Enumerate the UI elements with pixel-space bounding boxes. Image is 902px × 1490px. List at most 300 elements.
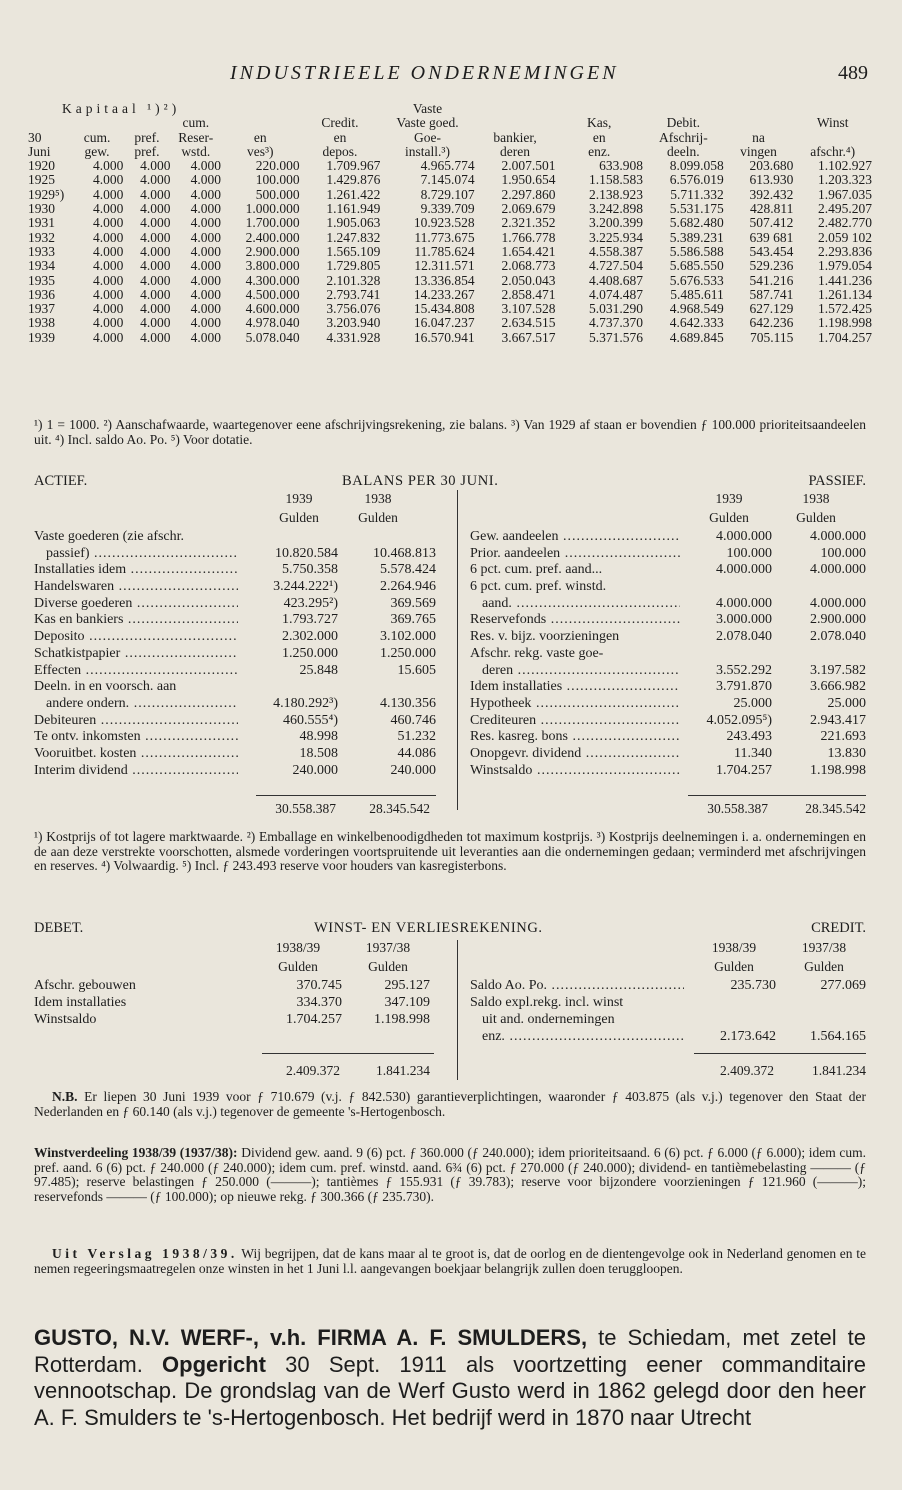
value-cell: 543.454 bbox=[749, 243, 794, 259]
value-cell: 4.000 bbox=[140, 286, 171, 302]
ledger-label: Te ontv. inkomsten ..... bbox=[34, 729, 238, 746]
capital-head-cell: ves³) bbox=[247, 143, 274, 159]
value-cell: 500.000 bbox=[255, 186, 300, 202]
value-cell: 3.107.528 bbox=[501, 301, 556, 317]
ledger-row bbox=[470, 696, 868, 713]
ledger-row bbox=[34, 629, 444, 646]
credit-unit-a: Gulden bbox=[714, 959, 754, 974]
passief-list bbox=[470, 529, 868, 779]
value-cell: 4.000 bbox=[190, 258, 222, 274]
value-cell: 4.000 bbox=[93, 315, 124, 331]
ledger-value-previous: 1.564.165 bbox=[810, 1028, 866, 1044]
value-cell: 2.101.328 bbox=[326, 272, 381, 288]
value-cell: 3.667.517 bbox=[501, 329, 556, 345]
value-cell: 4.000 bbox=[190, 329, 222, 345]
ledger-label: 6 pct. cum. pref. aand... bbox=[470, 562, 603, 578]
ledger-label: passief) ..... bbox=[46, 546, 238, 563]
annual-report-heading: Uit Verslag 1938/39. bbox=[52, 1246, 238, 1261]
capital-head-cell bbox=[221, 116, 300, 130]
capital-head-cell bbox=[123, 116, 170, 130]
debet-unit-a: Gulden bbox=[278, 959, 318, 974]
value-cell: 4.978.040 bbox=[245, 315, 300, 331]
value-cell: 613.930 bbox=[749, 172, 794, 188]
ledger-label: Debiteuren ..... bbox=[34, 713, 238, 730]
value-cell: 4.000 bbox=[190, 229, 222, 245]
value-cell: 1.261.422 bbox=[326, 186, 381, 202]
nb-heading: N.B. bbox=[52, 1089, 78, 1104]
ledger-value-current: 334.370 bbox=[256, 995, 342, 1012]
actief-year-a: 1939 bbox=[285, 491, 313, 506]
value-cell: 4.000 bbox=[93, 258, 124, 274]
ledger-row bbox=[470, 1029, 868, 1046]
company-paragraph bbox=[34, 1325, 866, 1431]
year-cell: 1939 bbox=[28, 329, 55, 345]
value-cell: 15.434.808 bbox=[413, 301, 475, 317]
value-cell: 2.297.860 bbox=[501, 186, 556, 202]
ledger-row bbox=[470, 612, 868, 629]
ledger-row bbox=[34, 562, 444, 579]
value-cell: 2.321.352 bbox=[501, 215, 556, 231]
value-cell: 4.968.549 bbox=[669, 301, 724, 317]
value-cell: 2.007.501 bbox=[501, 158, 556, 174]
value-cell: 4.000 bbox=[93, 229, 124, 245]
ledger-value-previous: 1.198.998 bbox=[810, 762, 866, 778]
capital-table bbox=[28, 102, 872, 345]
debet-label: DEBET. bbox=[34, 920, 84, 936]
table-row bbox=[28, 331, 872, 345]
value-cell: 1.572.425 bbox=[818, 301, 872, 317]
actief-list bbox=[34, 529, 444, 779]
ledger-label: andere ondern. ..... bbox=[46, 696, 238, 713]
value-cell: 5.711.332 bbox=[670, 186, 724, 202]
ledger-value-current: 2.173.642 bbox=[690, 1029, 776, 1046]
ledger-value-previous: 369.765 bbox=[390, 612, 436, 628]
value-cell: 2.793.741 bbox=[326, 286, 381, 302]
actief-total-b: 28.345.542 bbox=[369, 801, 430, 816]
capital-head-cell: en bbox=[333, 129, 347, 145]
ledger-label: Prior. aandeelen ..... bbox=[470, 546, 680, 563]
actief-total-a: 30.558.387 bbox=[275, 801, 336, 816]
credit-total-b: 1.841.234 bbox=[812, 1063, 866, 1078]
value-cell: 5.031.290 bbox=[588, 301, 643, 317]
ledger-value-current: 25.000 bbox=[682, 696, 772, 713]
year-cell: 1931 bbox=[28, 215, 55, 231]
value-cell: 11.785.624 bbox=[414, 243, 475, 259]
ledger-value-previous: 4.000.000 bbox=[810, 595, 866, 611]
value-cell: 5.586.588 bbox=[669, 243, 724, 259]
annual-report-text: Wij begrijpen, dat de kans maar al te groot is, dat de oorlog en de dientengevolge ook in Nederland genomen en te nemen regeeringsmaatregelen onze winsten in het 1 Juni l.l. aangevangen boekjaar belangrijk zullen doen teruggloopen. bbox=[34, 1246, 866, 1276]
capital-head-cell: en bbox=[253, 129, 267, 145]
value-cell: 1.654.421 bbox=[501, 243, 556, 259]
company-name: GUSTO, N.V. WERF-, v.h. FIRMA A. F. SMULDERS, bbox=[34, 1325, 588, 1350]
ledger-value-current: 1.704.257 bbox=[682, 763, 772, 780]
ledger-row bbox=[470, 596, 868, 613]
ledger-label: Installaties idem ..... bbox=[34, 562, 238, 579]
year-cell: 1935 bbox=[28, 272, 55, 288]
ledger-label: Hypotheek ..... bbox=[470, 696, 680, 713]
value-cell: 16.570.941 bbox=[413, 329, 475, 345]
ledger-label: Reservefonds ..... bbox=[470, 612, 680, 629]
ledger-label: Gew. aandeelen ..... bbox=[470, 529, 680, 546]
value-cell: 3.800.000 bbox=[245, 258, 300, 274]
value-cell: 627.129 bbox=[749, 301, 794, 317]
capital-head-cell: cum. bbox=[182, 115, 210, 131]
value-cell: 8.099.058 bbox=[669, 158, 724, 174]
ledger-row bbox=[470, 646, 868, 663]
capital-head-cell: deeln. bbox=[667, 143, 700, 159]
balance-footnote: ¹) Kostprijs of tot lagere marktwaarde. ²) Emballage en winkelbenoodigdheden tot maximum kostprijs. ³) Kostprijs deelnemingen i. a. ondernemingen en de aan deze verstrekte voorschotten, alsmede vorderingen voortspruitende uit leveranties aan die ondernemingen gedaan; verminderd met afschrijvingen en reserves. ⁴) Volwaardig. ⁵) Incl. ƒ 243.493 reserve voor houders van kasregisterbons. bbox=[34, 829, 866, 874]
value-cell: 4.000 bbox=[190, 315, 222, 331]
capital-table-body bbox=[28, 159, 872, 345]
year-cell: 1933 bbox=[28, 243, 55, 259]
ledger-row bbox=[34, 579, 444, 596]
value-cell: 5.531.175 bbox=[669, 201, 724, 217]
ledger-label: Schatkistpapier ..... bbox=[34, 646, 238, 663]
value-cell: 4.000 bbox=[140, 329, 171, 345]
capital-head-cell: vingen bbox=[740, 143, 777, 159]
value-cell: 2.900.000 bbox=[245, 243, 300, 259]
value-cell: 5.371.576 bbox=[588, 329, 643, 345]
value-cell: 2.293.836 bbox=[818, 243, 872, 259]
ledger-row bbox=[470, 1012, 868, 1029]
capital-head-cell: Winst bbox=[816, 115, 849, 131]
credit-year-a: 1938/39 bbox=[711, 940, 757, 955]
credit-total-a: 2.409.372 bbox=[720, 1063, 774, 1078]
capital-head-cell: Goe- bbox=[414, 129, 441, 145]
ledger-value-current: 10.820.584 bbox=[246, 546, 338, 563]
ledger-label: Saldo expl.rekg. incl. winst bbox=[470, 994, 624, 1010]
value-cell: 2.050.043 bbox=[501, 272, 556, 288]
ledger-label: Afschr. rekg. vaste goe- bbox=[470, 645, 604, 661]
value-cell: 1.161.949 bbox=[326, 201, 381, 217]
ledger-value-previous: 4.000.000 bbox=[810, 562, 866, 578]
ledger-value-previous: 15.605 bbox=[397, 662, 436, 678]
debet-total-b: 1.841.234 bbox=[376, 1063, 430, 1078]
value-cell: 587.741 bbox=[749, 286, 794, 302]
year-cell: 1920 bbox=[28, 158, 55, 174]
ledger-value-previous: 295.127 bbox=[384, 978, 430, 993]
value-cell: 541.216 bbox=[749, 272, 794, 288]
value-cell: 2.482.770 bbox=[818, 215, 872, 231]
capital-head-cell: Juni bbox=[28, 143, 51, 159]
actief-total-rule bbox=[256, 795, 436, 796]
founded-label: Opgericht bbox=[162, 1351, 266, 1377]
value-cell: 4.500.000 bbox=[245, 286, 300, 302]
ledger-value-previous: 277.069 bbox=[820, 978, 866, 993]
value-cell: 10.923.528 bbox=[413, 215, 475, 231]
table-row bbox=[28, 288, 872, 302]
value-cell: 1.766.778 bbox=[501, 229, 556, 245]
passief-year-b: 1938 bbox=[802, 491, 830, 506]
value-cell: 4.000 bbox=[93, 215, 124, 231]
profit-distribution-note bbox=[34, 1146, 866, 1204]
capital-head-cell: Credit. bbox=[321, 115, 359, 131]
passief-total-b: 28.345.542 bbox=[805, 801, 866, 816]
ledger-label: Deeln. in en voorsch. aan bbox=[34, 679, 177, 695]
ledger-label: Effecten ..... bbox=[34, 663, 238, 680]
value-cell: 2.858.471 bbox=[501, 286, 556, 302]
value-cell: 4.000 bbox=[190, 186, 222, 202]
ledger-row bbox=[470, 663, 868, 680]
value-cell: 7.145.074 bbox=[420, 172, 475, 188]
value-cell: 5.078.040 bbox=[245, 329, 300, 345]
year-cell: 1936 bbox=[28, 286, 55, 302]
value-cell: 3.200.399 bbox=[588, 215, 643, 231]
capital-head-cell: Afschrij- bbox=[659, 129, 708, 145]
value-cell: 4.000 bbox=[93, 272, 124, 288]
value-cell: 1.709.967 bbox=[326, 158, 381, 174]
ledger-label: Onopgevr. dividend ..... bbox=[470, 746, 680, 763]
table-row bbox=[28, 245, 872, 259]
ledger-value-previous: 240.000 bbox=[390, 762, 436, 778]
capital-head-cell: cum. bbox=[83, 129, 111, 145]
capital-head-cell: en bbox=[592, 129, 606, 145]
value-cell: 4.000 bbox=[93, 286, 124, 302]
year-cell: 1937 bbox=[28, 301, 55, 317]
company-history: 30 Sept. 1911 als voortzetting eener commanditaire vennootschap. De grondslag van de Werf Gusto werd in 1862 gelegd door den heer A. F. Smulders te 's-Hertogenbosch. Het bedrijf werd in 1870 naar Utrecht bbox=[34, 1351, 866, 1430]
value-cell: 4.000 bbox=[140, 186, 171, 202]
ledger-row bbox=[470, 679, 868, 696]
value-cell: 4.000 bbox=[140, 243, 171, 259]
ledger-label: Handelswaren ..... bbox=[34, 579, 238, 596]
ledger-value-previous: 4.130.356 bbox=[380, 695, 436, 711]
value-cell: 4.000 bbox=[93, 243, 124, 259]
ledger-value-previous: 10.468.813 bbox=[373, 545, 436, 561]
ledger-value-previous: 3.102.000 bbox=[380, 629, 436, 645]
ledger-label: Interim dividend ..... bbox=[34, 763, 238, 780]
value-cell: 4.000 bbox=[190, 286, 222, 302]
ledger-row bbox=[470, 995, 868, 1012]
value-cell: 4.000 bbox=[190, 215, 222, 231]
debet-total-rule bbox=[262, 1053, 434, 1054]
value-cell: 4.000 bbox=[140, 272, 171, 288]
ledger-value-current: 4.000.000 bbox=[682, 596, 772, 613]
ledger-row bbox=[34, 978, 438, 995]
value-cell: 1.950.654 bbox=[501, 172, 556, 188]
capital-head-cell: wstd. bbox=[181, 143, 211, 159]
ledger-row bbox=[34, 646, 444, 663]
value-cell: 1.565.109 bbox=[326, 243, 381, 259]
value-cell: 4.642.333 bbox=[669, 315, 724, 331]
page-title: INDUSTRIEELE ONDERNEMINGEN bbox=[230, 62, 619, 84]
table-row bbox=[28, 302, 872, 316]
page-header bbox=[0, 62, 902, 90]
value-cell: 203.680 bbox=[749, 158, 794, 174]
value-cell: 1.000.000 bbox=[245, 201, 300, 217]
year-cell: 1938 bbox=[28, 315, 55, 331]
company-location: te Schiedam, met zetel te Rotterdam. bbox=[34, 1325, 866, 1377]
value-cell: 428.811 bbox=[749, 201, 794, 217]
credit-label: CREDIT. bbox=[811, 920, 866, 936]
value-cell: 4.000 bbox=[140, 172, 171, 188]
value-cell: 5.389.231 bbox=[669, 229, 724, 245]
value-cell: 2.138.923 bbox=[588, 186, 643, 202]
ledger-value-current: 240.000 bbox=[246, 763, 338, 780]
actief-year-b: 1938 bbox=[364, 491, 392, 506]
balance-divider bbox=[457, 490, 458, 810]
value-cell: 1.261.134 bbox=[818, 286, 872, 302]
ledger-row bbox=[34, 729, 444, 746]
debet-total-a: 2.409.372 bbox=[286, 1063, 340, 1078]
ledger-label: Kas en bankiers ..... bbox=[34, 612, 238, 629]
value-cell: 100.000 bbox=[255, 172, 300, 188]
table-row bbox=[28, 202, 872, 216]
ledger-label: Idem installaties bbox=[34, 994, 127, 1010]
ledger-label: aand. ..... bbox=[482, 596, 680, 613]
value-cell: 4.000 bbox=[140, 258, 171, 274]
ledger-value-previous: 25.000 bbox=[827, 695, 866, 711]
value-cell: 1.729.805 bbox=[326, 258, 381, 274]
value-cell: 6.576.019 bbox=[669, 172, 724, 188]
debet-list bbox=[34, 978, 438, 1029]
value-cell: 4.000 bbox=[93, 186, 124, 202]
value-cell: 4.558.387 bbox=[588, 243, 643, 259]
value-cell: 1.247.832 bbox=[326, 229, 381, 245]
capital-head-cell: bankier, bbox=[493, 129, 537, 145]
ledger-label: deren ..... bbox=[482, 663, 680, 680]
ledger-value-previous: 1.250.000 bbox=[380, 645, 436, 661]
ledger-value-current: 5.750.358 bbox=[246, 562, 338, 579]
ledger-value-current: 460.555⁴) bbox=[246, 713, 338, 730]
credit-year-b: 1937/38 bbox=[801, 940, 847, 955]
ledger-value-current: 423.295²) bbox=[246, 596, 338, 613]
value-cell: 4.000 bbox=[190, 243, 222, 259]
capital-head-cell: Vaste goed. bbox=[396, 115, 459, 131]
ledger-value-current: 2.078.040 bbox=[682, 629, 772, 646]
ledger-value-current: 3.000.000 bbox=[682, 612, 772, 629]
passief-total-a: 30.558.387 bbox=[707, 801, 768, 816]
year-cell: 1934 bbox=[28, 258, 55, 274]
value-cell: 1.158.583 bbox=[588, 172, 643, 188]
value-cell: 3.225.934 bbox=[588, 229, 643, 245]
actief-label: ACTIEF. bbox=[34, 473, 88, 489]
passief-total-rule bbox=[688, 795, 866, 796]
value-cell: 2.059 102 bbox=[818, 229, 872, 245]
table-row bbox=[28, 188, 872, 202]
value-cell: 3.756.076 bbox=[326, 301, 381, 317]
ledger-row bbox=[34, 763, 444, 780]
pl-title: WINST- EN VERLIESREKENING. bbox=[314, 920, 543, 936]
ledger-value-previous: 2.943.417 bbox=[810, 712, 866, 728]
ledger-label: Deposito ..... bbox=[34, 629, 238, 646]
value-cell: 1.102.927 bbox=[818, 158, 872, 174]
ledger-value-current: 25.848 bbox=[246, 663, 338, 680]
ledger-value-current: 48.998 bbox=[246, 729, 338, 746]
ledger-value-current: 4.000.000 bbox=[682, 562, 772, 579]
profit-distribution-heading: Winstverdeeling 1938/39 (1937/38): bbox=[34, 1145, 238, 1160]
ledger-value-previous: 2.078.040 bbox=[810, 629, 866, 645]
value-cell: 705.115 bbox=[749, 329, 794, 345]
ledger-row bbox=[470, 546, 868, 563]
value-cell: 4.000 bbox=[140, 215, 171, 231]
value-cell: 1.704.257 bbox=[818, 329, 872, 345]
table-row bbox=[28, 231, 872, 245]
value-cell: 4.000 bbox=[140, 301, 171, 317]
capital-head-cell: na bbox=[752, 129, 765, 145]
ledger-row bbox=[34, 679, 444, 696]
ledger-value-current: 4.000.000 bbox=[682, 529, 772, 546]
table-row bbox=[28, 159, 872, 173]
ledger-value-current: 4.052.095⁵) bbox=[682, 713, 772, 730]
ledger-value-current: 18.508 bbox=[246, 746, 338, 763]
credit-list bbox=[470, 978, 868, 1046]
value-cell: 12.311.571 bbox=[414, 258, 475, 274]
value-cell: 4.000 bbox=[93, 158, 124, 174]
value-cell: 4.300.000 bbox=[245, 272, 300, 288]
col-head-vaste: Vaste bbox=[412, 101, 443, 116]
value-cell: 642.236 bbox=[749, 315, 794, 331]
ledger-value-previous: 3.666.982 bbox=[810, 679, 866, 695]
ledger-row bbox=[470, 763, 868, 780]
value-cell: 4.000 bbox=[190, 301, 222, 317]
value-cell: 4.000 bbox=[93, 201, 124, 217]
ledger-label: Saldo Ao. Po. ..... bbox=[470, 978, 684, 995]
ledger-row bbox=[34, 995, 438, 1012]
value-cell: 9.339.709 bbox=[420, 201, 475, 217]
value-cell: 529.236 bbox=[749, 258, 794, 274]
actief-unit-a: Gulden bbox=[279, 510, 319, 525]
value-cell: 1.979.054 bbox=[818, 258, 872, 274]
ledger-value-current: 1.704.257 bbox=[256, 1012, 342, 1029]
ledger-label: Idem installaties ..... bbox=[470, 679, 680, 696]
capital-head-cell: deren bbox=[500, 143, 531, 159]
ledger-row bbox=[34, 696, 444, 713]
ledger-row bbox=[34, 663, 444, 680]
value-cell: 4.000 bbox=[140, 158, 171, 174]
pl-divider bbox=[457, 940, 458, 1080]
value-cell: 4.000 bbox=[140, 201, 171, 217]
ledger-row bbox=[34, 1012, 438, 1029]
value-cell: 1.700.000 bbox=[245, 215, 300, 231]
ledger-value-previous: 51.232 bbox=[397, 729, 436, 745]
capital-head-cell: pref. bbox=[134, 143, 160, 159]
capital-head-cell: Reser- bbox=[178, 129, 214, 145]
ledger-label: enz. ..... bbox=[482, 1029, 684, 1046]
ledger-row bbox=[34, 546, 444, 563]
capital-head-cell: Kas, bbox=[587, 115, 612, 131]
value-cell: 11.773.675 bbox=[414, 229, 475, 245]
ledger-row bbox=[470, 978, 868, 995]
ledger-row bbox=[34, 529, 444, 546]
value-cell: 5.485.611 bbox=[670, 286, 724, 302]
value-cell: 1.203.323 bbox=[818, 172, 872, 188]
annual-report-note bbox=[34, 1247, 866, 1276]
ledger-value-current: 1.793.727 bbox=[246, 612, 338, 629]
ledger-label: Diverse goederen ..... bbox=[34, 596, 238, 613]
ledger-value-current: 370.745 bbox=[256, 978, 342, 995]
debet-year-a: 1938/39 bbox=[275, 940, 321, 955]
ledger-row bbox=[34, 746, 444, 763]
value-cell: 16.047.237 bbox=[413, 315, 475, 331]
value-cell: 5.676.533 bbox=[669, 272, 724, 288]
capital-head-cell: 30 bbox=[28, 129, 42, 145]
ledger-label: Vooruitbet. kosten ..... bbox=[34, 746, 238, 763]
value-cell: 4.000 bbox=[190, 272, 222, 288]
ledger-value-previous: 4.000.000 bbox=[810, 529, 866, 544]
value-cell: 3.203.940 bbox=[326, 315, 381, 331]
ledger-label: Afschr. gebouwen bbox=[34, 978, 136, 993]
profit-distribution-text: Dividend gew. aand. 9 (6) pct. ƒ 360.000 (ƒ 240.000); idem prioriteitsaand. 6 (6) pct. ƒ 6.000 (ƒ 6.000); idem cum. pref. aand. 6 (6) pct. ƒ 240.000 (ƒ 240.000); idem cum. pref. winstd. aand. 6¾ (6) pct. ƒ 270.000 (ƒ 240.000); dividend- en tantièmebelasting ——— (ƒ 97.485); reserve belastingen ƒ 250.000 (———); tantièmes ƒ 155.931 (ƒ 39.783); reserve voor bijzondere voorzieningen ƒ 121.960 (———); reservefonds ——— (ƒ 100.000); op nieuwe rekg. ƒ 300.366 (ƒ 235.730). bbox=[34, 1145, 866, 1204]
capital-head-cell: pref. bbox=[134, 129, 160, 145]
value-cell: 4.600.000 bbox=[245, 301, 300, 317]
year-cell: 1932 bbox=[28, 229, 55, 245]
value-cell: 392.432 bbox=[749, 186, 794, 202]
capital-head-cell bbox=[28, 116, 71, 130]
capital-head-cell: depos. bbox=[322, 143, 358, 159]
ledger-row bbox=[470, 729, 868, 746]
passief-unit-b: Gulden bbox=[796, 510, 836, 525]
value-cell: 4.331.928 bbox=[326, 329, 381, 345]
